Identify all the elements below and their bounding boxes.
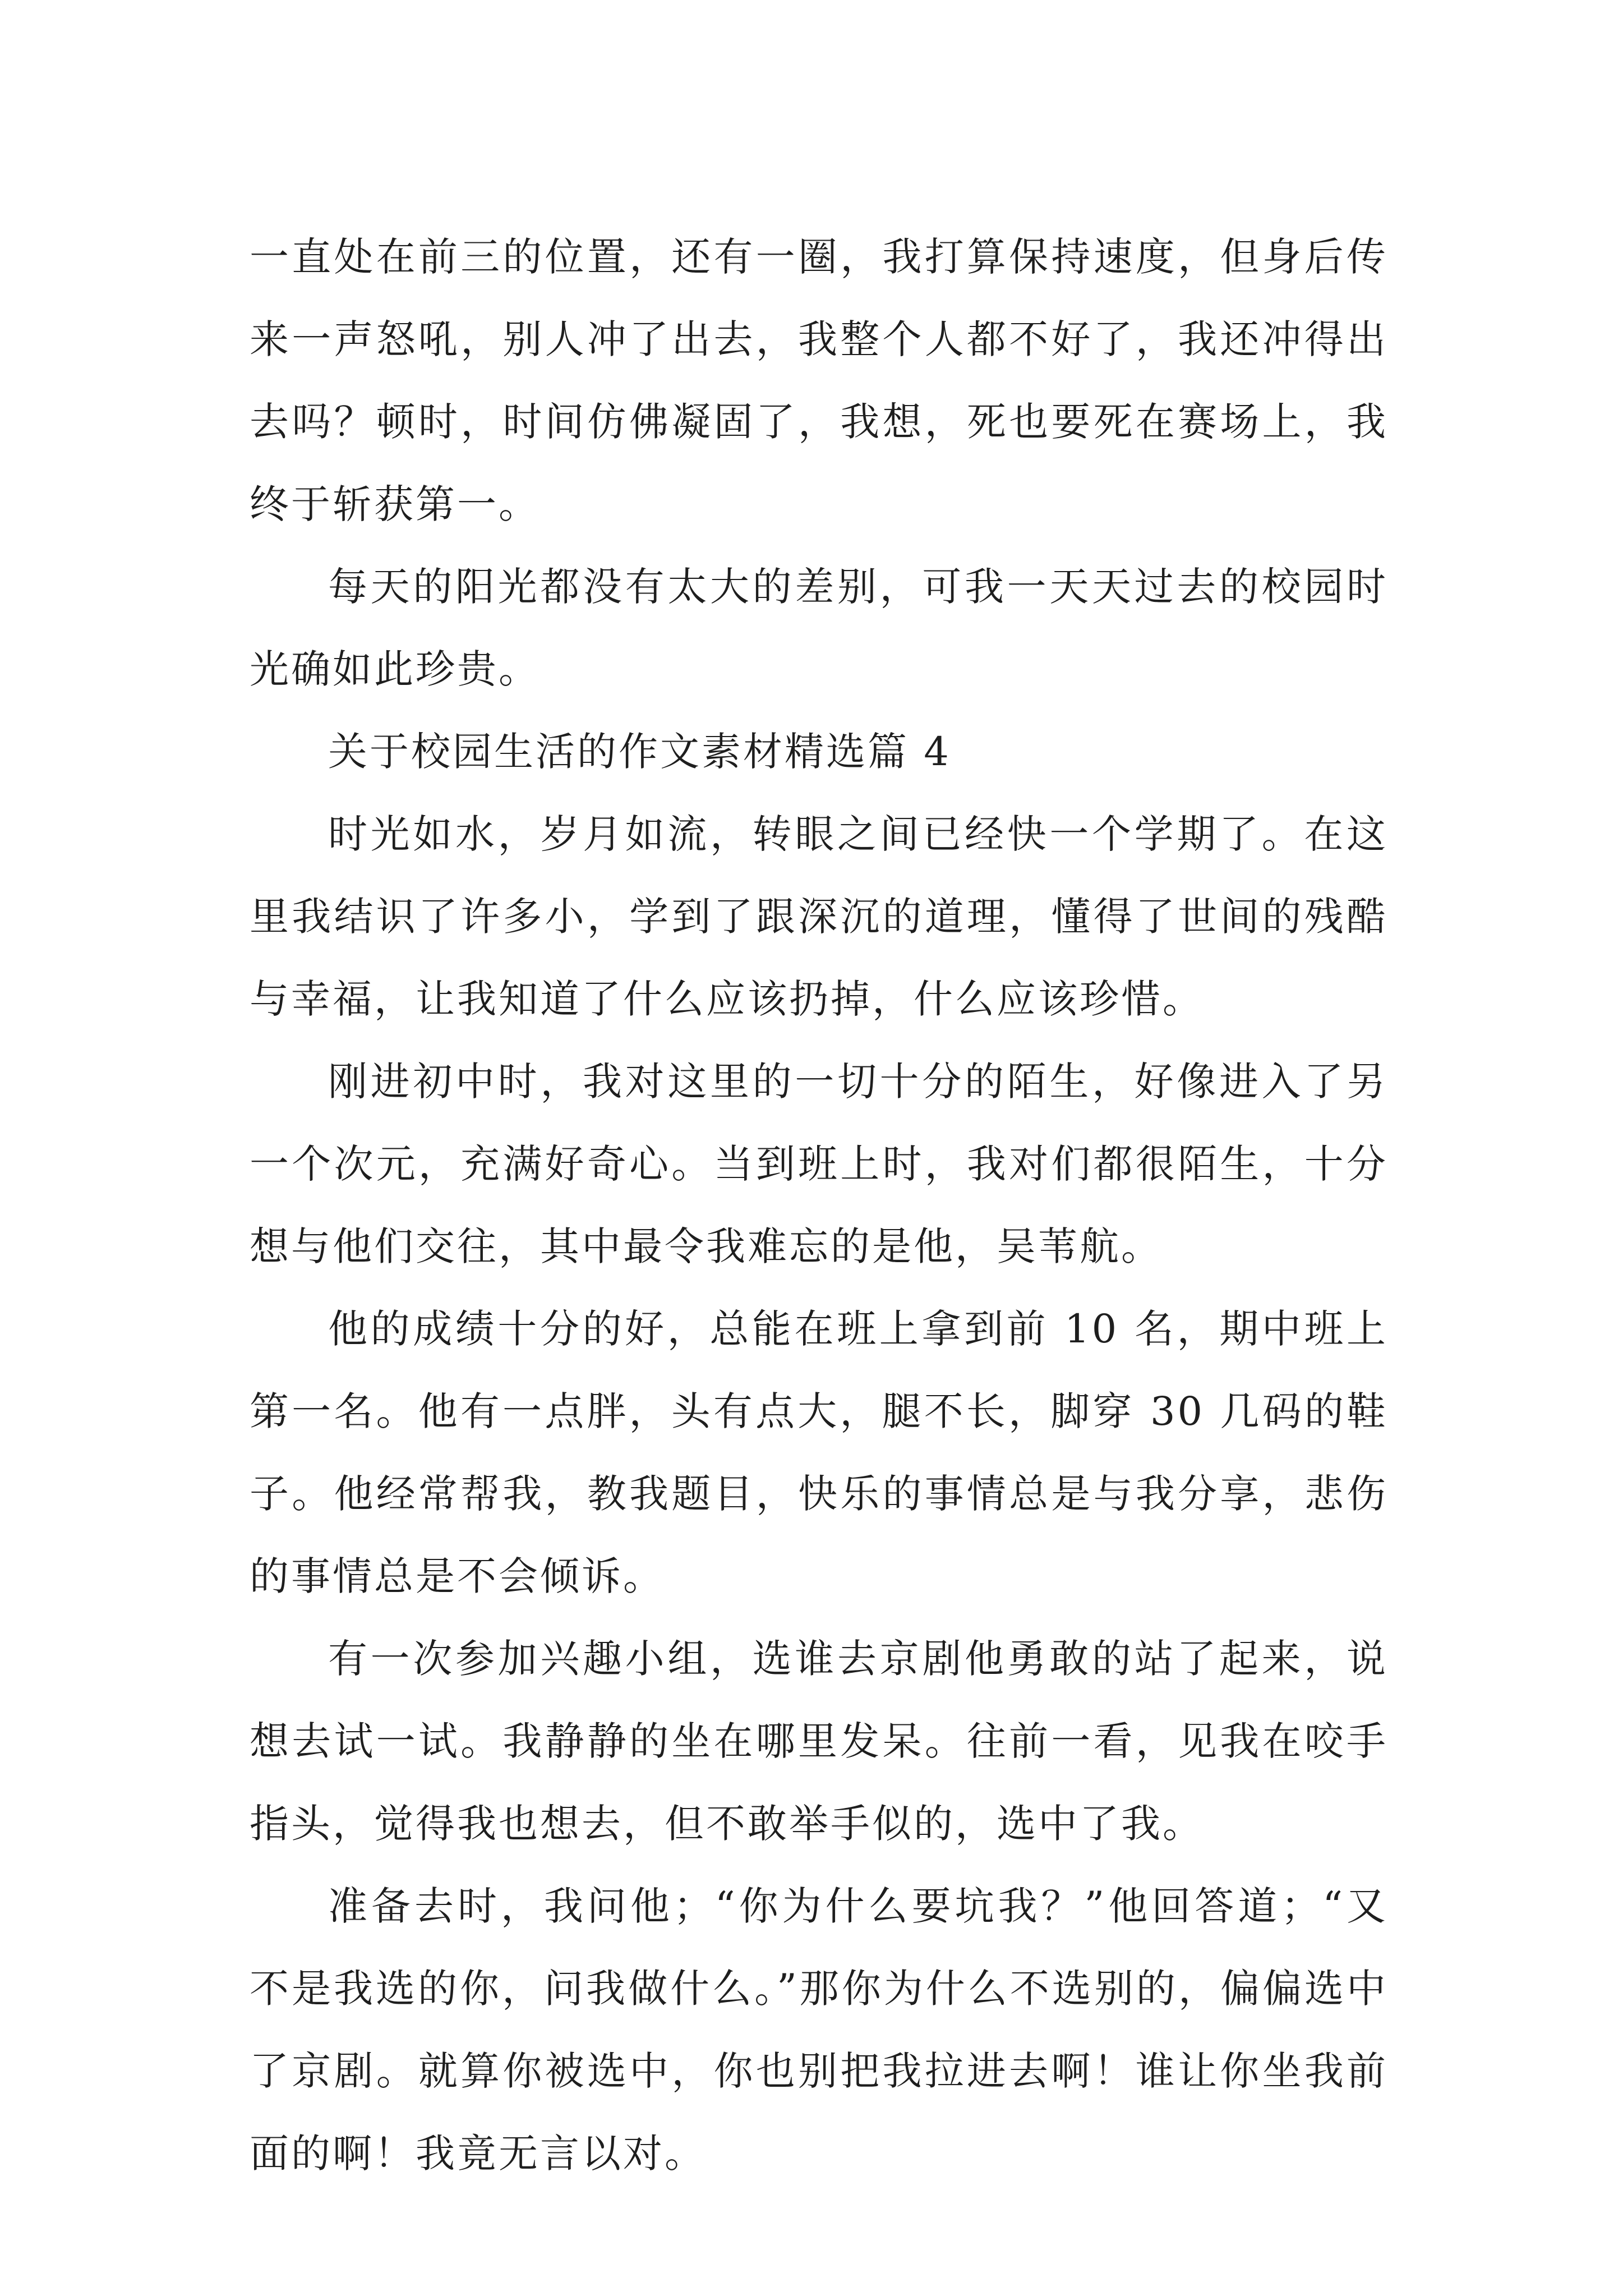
paragraph: 时光如水，岁月如流，转眼之间已经快一个学期了。在这里我结识了许多小，学到了跟深沉的道理，懂得了世间的残酷与幸福，让我知道了什么应该扔掉，什么应该珍惜。 — [250, 811, 1388, 1022]
paragraph: 刚进初中时，我对这里的一切十分的陌生，好像进入了另一个次元，充满好奇心。当到班上时，我对们都很陌生，十分想与他们交往，其中最令我难忘的是他，吴苇航。 — [250, 1059, 1388, 1269]
section-heading: 关于校园生活的作文素材精选篇 4 — [328, 729, 951, 775]
paragraph: 准备去时，我问他；“你为什么要坑我？”他回答道；“又不是我选的你，问我做什么。”那你为什么不选别的，偏偏选中了京剧。就算你被选中，你也别把我拉进去啊！谁让你坐我前面的啊！我竟无言以对。 — [250, 1883, 1388, 2177]
paragraph: 每天的阳光都没有太大的差别，可我一天天过去的校园时光确如此珍贵。 — [250, 564, 1388, 692]
paragraph-continued: 一直处在前三的位置，还有一圈，我打算保持速度，但身后传来一声怒吼，别人冲了出去，我整个人都不好了，我还冲得出去吗？顿时，时间仿佛凝固了，我想，死也要死在赛场上，我终于斩获第一。 — [250, 234, 1388, 527]
document-body — [250, 216, 1388, 2195]
paragraph: 有一次参加兴趣小组，选谁去京剧他勇敢的站了起来，说想去试一试。我静静的坐在哪里发呆。往前一看，见我在咬手指头，觉得我也想去，但不敢举手似的，选中了我。 — [250, 1636, 1388, 1847]
paragraph: 他的成绩十分的好，总能在班上拿到前 10 名，期中班上第一名。他有一点胖，头有点大，腿不长，脚穿 30 几码的鞋子。他经常帮我，教我题目，快乐的事情总是与我分享，悲伤的事情总是不会倾诉。 — [250, 1306, 1388, 1599]
